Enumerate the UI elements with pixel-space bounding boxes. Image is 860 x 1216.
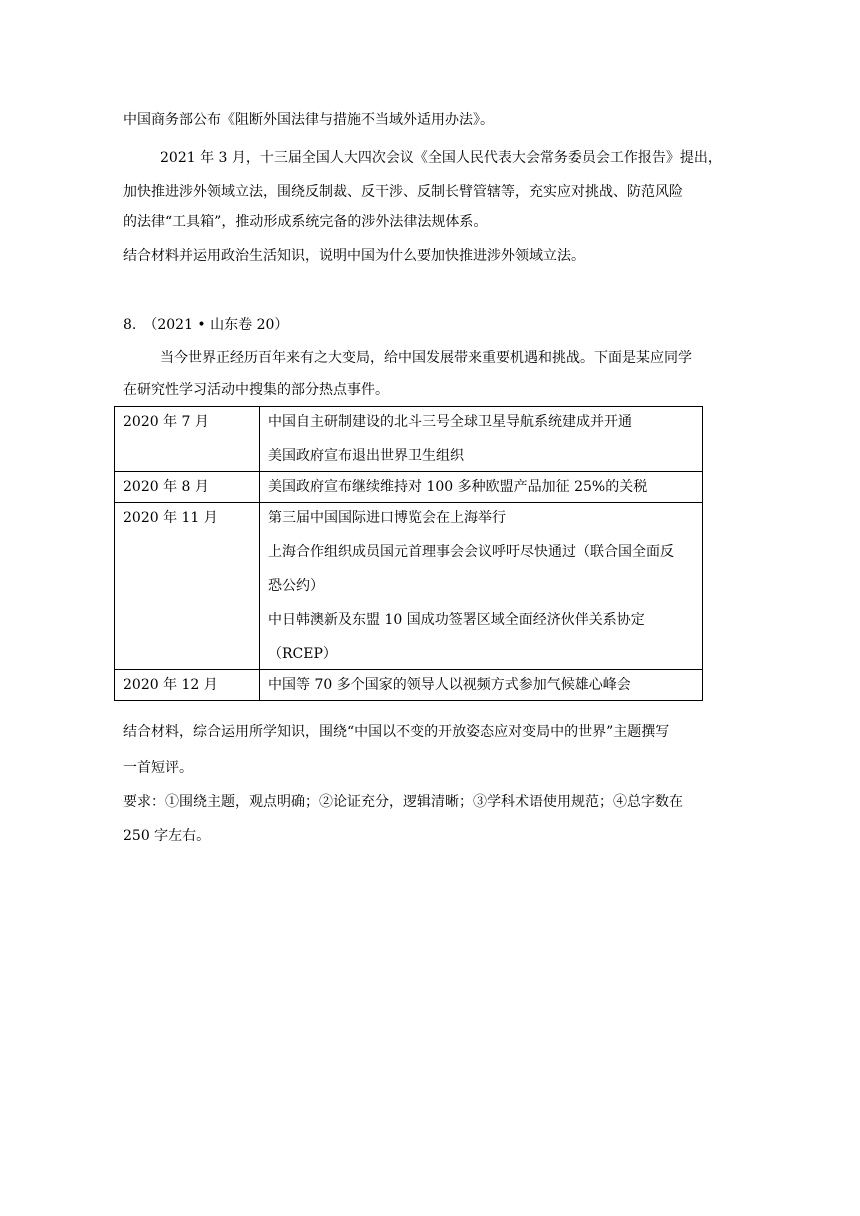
event-date-cell: 2020 年 11 月 [115,503,260,670]
event-text: 第三届中国国际进口博览会在上海举行 [268,510,506,526]
event-text: （RCEP） [268,646,337,662]
event-date-cell: 2020 年 7 月 [115,407,260,472]
event-text: 恐公约） [268,578,324,594]
table-row [115,472,703,503]
question-number: 8. （2021 • 山东卷 20） [123,317,289,333]
event-list-cell [260,407,703,472]
event-text: 中日韩澳新及东盟 10 国成功签署区域全面经济伙伴关系协定 [268,612,645,628]
event-date-cell: 2020 年 8 月 [115,472,260,503]
event-text: 中国等 70 多个国家的领导人以视频方式参加气候雄心峰会 [268,677,631,693]
event-list-cell [260,670,703,701]
event-list-cell [260,503,703,670]
question-paragraph-line-2: 在研究性学习活动中搜集的部分热点事件。 [123,382,389,398]
event-list-cell [260,472,703,503]
event-text: 美国政府宣布退出世界卫生组织 [268,448,464,464]
hot-events-table [114,406,703,701]
event-date-cell: 2020 年 12 月 [115,670,260,701]
table-row [115,670,703,701]
question-paragraph-line-1: 当今世界正经历百年来有之大变局，给中国发展带来重要机遇和挑战。下面是某应同学 [160,350,692,366]
event-text: 美国政府宣布继续维持对 100 多种欧盟产品加征 25%的关税 [268,479,648,495]
event-text: 中国自主研制建设的北斗三号全球卫星导航系统建成并开通 [268,414,632,430]
intro-line-3: 加快推进涉外领域立法，围绕反制裁、反干涉、反制长臂管辖等，充实应对挑战、防范风险 [123,184,683,200]
event-text: 上海合作组织成员国元首理事会会议呼吁尽快通过（联合国全面反 [268,544,674,560]
table-row [115,503,703,670]
requirements-line-2: 250 字左右。 [123,828,211,844]
task-line-1: 结合材料，综合运用所学知识，围绕“中国以不变的开放姿态应对变局中的世界”主题撰写 [123,724,670,740]
intro-line-2: 2021 年 3 月，十三届全国人大四次会议《全国人民代表大会常务委员会工作报告》提出， [160,150,722,166]
intro-line-1: 中国商务部公布《阻断外国法律与措施不当域外适用办法》。 [123,112,494,128]
hot-events-table-body [115,407,703,701]
requirements-line-1: 要求：①围绕主题，观点明确；②论证充分，逻辑清晰；③学科术语使用规范；④总字数在 [123,794,683,810]
table-row [115,407,703,472]
intro-question: 结合材料并运用政治生活知识，说明中国为什么要加快推进涉外领域立法。 [123,248,585,264]
intro-line-4: 的法律“工具箱”，推动形成系统完备的涉外法律法规体系。 [123,214,488,230]
task-line-2: 一首短评。 [123,760,193,776]
